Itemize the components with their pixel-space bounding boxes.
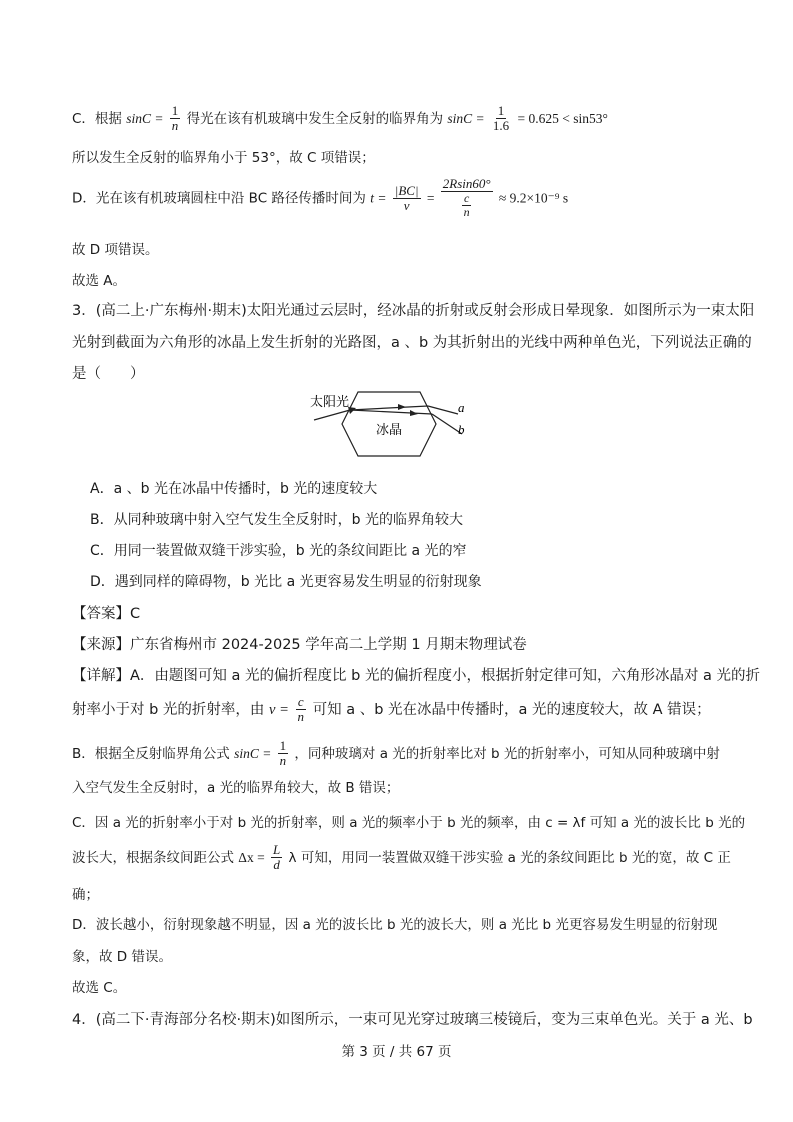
answer-prev: 故选 A。 xyxy=(72,273,127,289)
text: ，同种玻璃对 a 光的折射率比对 b 光的折射率小，可知从同种玻璃中射 xyxy=(294,745,720,762)
detail-c-line2 xyxy=(72,842,731,873)
text: C．根据 xyxy=(72,110,122,127)
question-source: (高二下·青海部分名校·期末) xyxy=(95,1012,276,1028)
text: 太阳光通过云层时，经冰晶的折射或反射会形成日晕现象．如图所示为一束太阳 xyxy=(246,303,755,319)
arrow-head xyxy=(398,404,406,410)
formula: sinC = xyxy=(447,110,485,126)
text: 可知 a 、b 光在冰晶中传播时，a 光的速度较大，故 A 错误； xyxy=(312,701,711,718)
detail-c-line1: C．因 a 光的折射率小于对 b 光的折射率，则 a 光的频率小于 b 光的频率，由 c = λf 可知 a 光的波长比 b 光的 xyxy=(72,815,746,831)
fraction: $\frac{1}{1.6}$ xyxy=(492,103,510,134)
formula: = xyxy=(426,190,435,206)
text: D．光在该有机玻璃圆柱中沿 BC 路径传播时间为 xyxy=(72,190,366,207)
fraction: $\frac{1}{n}$ xyxy=(171,103,179,134)
page-footer: 第 3 页 / 共 67 页 xyxy=(341,1044,452,1060)
text: B．根据全反射临界角公式 xyxy=(72,745,230,762)
q3-line1 xyxy=(72,299,755,320)
q4-line1 xyxy=(72,1008,753,1029)
option-a: A．a 、b 光在冰晶中传播时，b 光的速度较大 xyxy=(90,481,378,497)
option-c: C．用同一装置做双缝干涉实验，b 光的条纹间距比 a 光的窄 xyxy=(90,543,467,559)
detail-b-line1 xyxy=(72,739,721,769)
ray-inside-a xyxy=(350,406,428,410)
detail-line1: 【详解】A．由题图可知 a 光的偏折程度比 b 光的偏折程度小，根据折射定律可知，六角形冰晶对 a 光的折 xyxy=(72,668,761,684)
line-d2: 故 D 项错误。 xyxy=(72,242,159,258)
fraction: $\frac{1}{n}$ xyxy=(279,738,287,769)
sun-label: 太阳光 xyxy=(310,394,350,409)
text: 得光在该有机玻璃中发生全反射的临界角为 xyxy=(186,110,444,127)
crystal-label: 冰晶 xyxy=(376,422,403,437)
diagram-svg xyxy=(300,384,490,464)
formula: t = xyxy=(370,190,387,206)
ice-crystal-diagram xyxy=(300,384,490,464)
source: 【来源】广东省梅州市 2024-2025 学年高二上学期 1 月期末物理试卷 xyxy=(72,637,527,653)
q3-line3: 是（ ） xyxy=(72,366,145,382)
text: λ 可知，用同一装置做双缝干涉实验 a 光的条纹间距比 b 光的宽，故 C 正 xyxy=(288,849,731,866)
final-answer: 故选 C。 xyxy=(72,980,127,996)
formula: v = xyxy=(269,701,289,718)
formula: sinC = xyxy=(126,110,164,126)
ray-inside-b xyxy=(350,410,432,414)
fraction: $\frac{L}{d}$ xyxy=(273,842,281,873)
ray-a xyxy=(428,406,458,414)
fraction: $\frac{2Rsin60^\circ}{\frac{c}{n}}$ xyxy=(442,176,491,220)
line-c2: 所以发生全反射的临界角小于 53°，故 C 项错误； xyxy=(72,150,375,166)
option-b: B．从同种玻璃中射入空气发生全反射时，b 光的临界角较大 xyxy=(90,512,463,528)
text: 射率小于对 b 光的折射率，由 xyxy=(72,701,265,718)
formula: Δx = xyxy=(238,849,265,865)
detail-c-line3: 确； xyxy=(72,887,99,903)
detail-d-line2: 象，故 D 错误。 xyxy=(72,949,172,965)
text: 波长大，根据条纹间距公式 xyxy=(72,849,234,866)
ray-a-label: a xyxy=(458,400,465,415)
line-c xyxy=(72,104,721,134)
detail-line2 xyxy=(72,695,721,725)
q3-line2: 光射到截面为六角形的冰晶上发生折射的光路图，a 、b 为其折射出的光线中两种单色光，下列说法正确的 xyxy=(72,335,752,351)
answer: 【答案】C xyxy=(72,606,141,622)
line-d xyxy=(72,177,721,220)
ray-b-label: b xyxy=(458,422,465,437)
detail-d-line1: D．波长越小，衍射现象越不明显，因 a 光的波长比 b 光的波长大，则 a 光比 b 光更容易发生明显的衍射现 xyxy=(72,917,718,933)
fraction: $\frac{c}{n}$ xyxy=(297,694,304,725)
detail-b-line2: 入空气发生全反射时，a 光的临界角较大，故 B 错误； xyxy=(72,780,400,796)
question-number: 3． xyxy=(72,303,96,319)
formula: = 0.625 < sin53° xyxy=(517,110,608,126)
formula: ≈ 9.2×10⁻⁹ s xyxy=(498,190,569,206)
option-d: D．遇到同样的障碍物，b 光比 a 光更容易发生明显的衍射现象 xyxy=(90,574,482,590)
question-source: (高二上·广东梅州·期末) xyxy=(95,303,247,319)
question-number: 4． xyxy=(72,1012,96,1028)
fraction: $\frac{|BC|}{v}$ xyxy=(394,182,419,213)
formula: sinC = xyxy=(234,745,272,761)
text: 如图所示，一束可见光穿过玻璃三棱镜后，变为三束单色光。关于 a 光、b xyxy=(275,1012,753,1028)
